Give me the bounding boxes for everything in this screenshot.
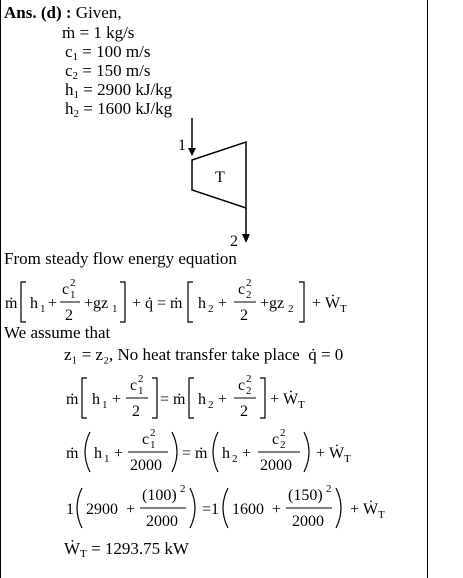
svg-text:T: T	[344, 453, 351, 465]
given-c1: $c_1 = 100$ m/s	[65, 42, 151, 63]
svg-text:+: +	[114, 445, 124, 462]
svg-text:c: c	[238, 281, 246, 298]
svg-text:(100): (100)	[142, 487, 177, 504]
svg-text:2: 2	[65, 307, 73, 324]
svg-text:2: 2	[232, 453, 238, 465]
svg-text:+ q̇ = ṁ: + q̇ = ṁ	[132, 295, 183, 312]
svg-text:2900: 2900	[86, 501, 118, 518]
svg-text:c: c	[62, 281, 70, 298]
inlet-label: 1	[178, 137, 186, 154]
outlet-arrowhead	[242, 234, 250, 243]
svg-text:2000: 2000	[260, 457, 292, 474]
svg-text:2: 2	[132, 403, 140, 420]
svg-text:= ṁ: = ṁ	[182, 445, 208, 462]
svg-text:h: h	[30, 295, 38, 312]
svg-text:2: 2	[240, 307, 248, 324]
svg-text:2: 2	[280, 427, 286, 439]
svg-text:ṁ: ṁ	[66, 391, 79, 408]
svg-text:2: 2	[280, 439, 286, 451]
answer-heading	[4, 4, 122, 22]
svg-text:c: c	[142, 431, 150, 448]
svg-text:h: h	[94, 445, 102, 462]
given-h1: $h_1 = 2900$ kJ/kg	[65, 80, 173, 101]
equation-2000	[60, 424, 380, 480]
svg-text:ṁ: ṁ	[66, 445, 79, 462]
answer-label: Ans. (d) :	[4, 3, 72, 22]
assume-heading: We assume that	[4, 323, 111, 342]
svg-text:2: 2	[288, 303, 294, 315]
svg-text:2: 2	[246, 373, 252, 385]
svg-text:=1: =1	[202, 501, 220, 518]
svg-text:2000: 2000	[146, 513, 178, 530]
svg-text:c: c	[272, 431, 280, 448]
svg-text:2000: 2000	[292, 513, 324, 530]
given-mdot: ṁ = 1 kg/s	[62, 23, 135, 42]
svg-text:+: +	[126, 501, 136, 518]
svg-text:1: 1	[112, 303, 118, 315]
svg-text:h: h	[222, 445, 230, 462]
sfee-heading: From steady flow energy equation	[4, 249, 237, 268]
svg-text:+ Ẇ: + Ẇ	[270, 391, 299, 408]
svg-text:2: 2	[208, 303, 214, 315]
svg-text:2: 2	[240, 403, 248, 420]
svg-text:c: c	[130, 377, 138, 394]
svg-text:1: 1	[70, 289, 76, 301]
svg-text:2: 2	[180, 483, 186, 495]
svg-text:1: 1	[40, 303, 46, 315]
assumption-line: z₁ = z₂, No heat transfer take place q̇ = 0	[64, 345, 344, 364]
equation-simplified	[60, 368, 360, 424]
svg-text:ṁ: ṁ	[5, 295, 18, 312]
given-c2: $c_2 = 150$ m/s	[65, 61, 151, 82]
given-label: Given,	[75, 3, 122, 22]
svg-text:+: +	[48, 295, 58, 312]
svg-text:1: 1	[102, 399, 108, 411]
svg-text:1: 1	[138, 385, 144, 397]
svg-text:2000: 2000	[130, 457, 162, 474]
svg-text:+ Ẇ: + Ẇ	[316, 445, 345, 462]
svg-text:1: 1	[104, 453, 110, 465]
svg-text:(150): (150)	[288, 487, 323, 504]
svg-text:+gz: +gz	[260, 295, 285, 312]
svg-text:T: T	[298, 399, 305, 411]
svg-text:2: 2	[246, 277, 252, 289]
given-h2: $h_2 = 1600$ kJ/kg	[65, 99, 173, 120]
result-line: Ẇ$_T$ = 1293.75 kW	[64, 539, 189, 560]
turbine-label: T	[215, 169, 225, 186]
svg-text:2: 2	[150, 427, 156, 439]
svg-text:c: c	[238, 377, 246, 394]
svg-text:1600: 1600	[232, 501, 264, 518]
svg-text:T: T	[340, 303, 347, 315]
equation-numeric	[60, 480, 400, 536]
svg-text:2: 2	[138, 373, 144, 385]
svg-text:+ Ẇ: + Ẇ	[350, 501, 379, 518]
svg-text:1: 1	[66, 501, 74, 518]
inlet-arrowhead	[188, 148, 196, 156]
svg-text:2: 2	[246, 289, 252, 301]
svg-text:h: h	[198, 391, 206, 408]
svg-text:+gz: +gz	[84, 295, 109, 312]
svg-text:2: 2	[208, 399, 214, 411]
svg-text:h: h	[198, 295, 206, 312]
svg-text:= ṁ: = ṁ	[160, 391, 186, 408]
turbine-diagram	[160, 112, 260, 252]
svg-text:2: 2	[326, 483, 332, 495]
svg-text:2: 2	[246, 385, 252, 397]
svg-text:+: +	[112, 391, 122, 408]
equation-sfee	[0, 272, 428, 328]
svg-text:+: +	[272, 501, 282, 518]
svg-text:+: +	[242, 445, 252, 462]
svg-text:+: +	[218, 391, 228, 408]
svg-text:h: h	[92, 391, 100, 408]
svg-text:+ Ẇ: + Ẇ	[312, 295, 341, 312]
svg-text:+: +	[218, 295, 228, 312]
svg-text:T: T	[378, 509, 385, 521]
svg-text:1: 1	[150, 439, 156, 451]
svg-text:2: 2	[70, 277, 76, 289]
outlet-label: 2	[230, 233, 238, 250]
